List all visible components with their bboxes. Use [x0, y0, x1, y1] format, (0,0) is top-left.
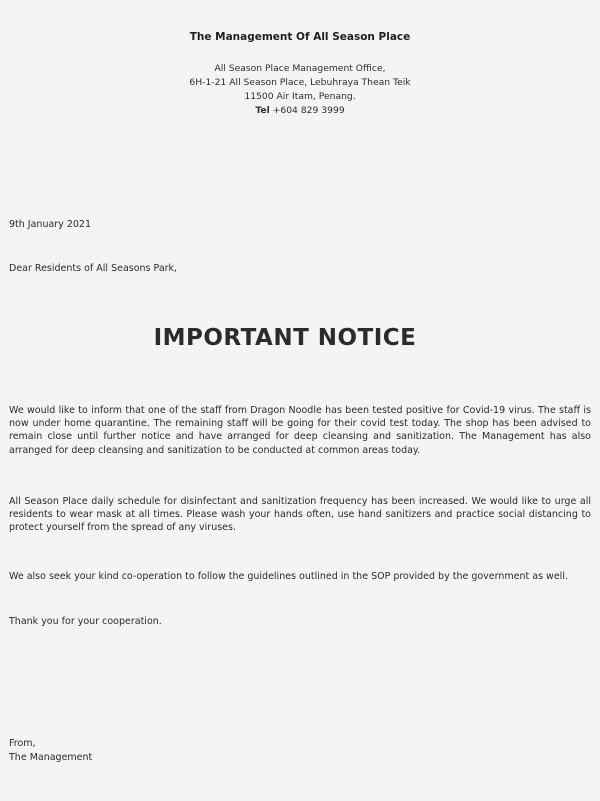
- tel-number: +604 829 3999: [272, 105, 345, 116]
- notice-title: IMPORTANT NOTICE: [153, 325, 417, 351]
- telephone-line: [0, 104, 600, 118]
- address-line-2: 6H-1-21 All Season Place, Lebuhraya Thean Teik: [189, 77, 411, 88]
- tel-label: Tel: [255, 105, 270, 116]
- paragraph-2: All Season Place daily schedule for disinfectant and sanitization frequency has been increased. We would like to urge all residents to wear mask at all times. Please wash your hands often, use hand sanitizers and practice social distancing to protect yourself from the spread of any viruses.: [9, 496, 591, 534]
- salutation: Dear Residents of All Seasons Park,: [9, 263, 178, 274]
- address-line-3: 11500 Air Itam, Penang.: [244, 91, 356, 102]
- organization-title: The Management Of All Season Place: [189, 31, 411, 43]
- paragraph-1: We would like to inform that one of the staff from Dragon Noodle has been tested positive for Covid-19 virus. The staff is now under home quarantine. The remaining staff will be going for their covid test today. The shop has been advised to remain close until further notice and have arranged for deep cleansing and sanitization. The Management has also arranged for deep cleansing and sanitization to be conducted at common areas today.: [9, 405, 591, 456]
- address-line-1: All Season Place Management Office,: [214, 63, 386, 74]
- paragraph-3: We also seek your kind co-operation to follow the guidelines outlined in the SOP provided by the government as well.: [9, 571, 568, 582]
- signoff: The Management: [9, 752, 93, 763]
- from-label: From,: [9, 738, 36, 749]
- paragraph-4: Thank you for your cooperation.: [9, 616, 162, 627]
- letter-date: 9th January 2021: [9, 219, 92, 230]
